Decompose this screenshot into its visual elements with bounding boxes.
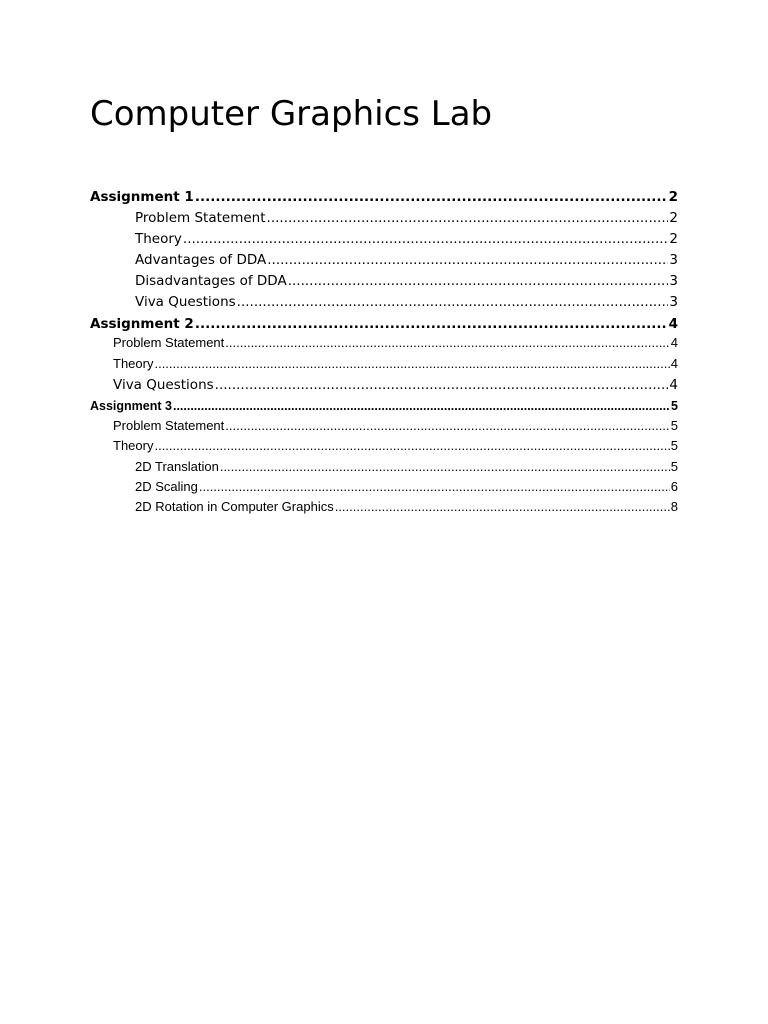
toc-dot-leader bbox=[288, 272, 669, 290]
toc-entry-label: Problem Statement bbox=[135, 210, 266, 226]
toc-entry-advantages-of-dda[interactable] bbox=[135, 251, 678, 269]
toc-entry-problem-statement[interactable] bbox=[135, 209, 678, 227]
toc-entry-assignment-1[interactable] bbox=[90, 188, 678, 206]
toc-entry-label: Assignment 2 bbox=[90, 316, 194, 332]
toc-page-number: 4 bbox=[669, 377, 678, 393]
toc-dot-leader bbox=[267, 209, 669, 227]
toc-dot-leader bbox=[154, 438, 669, 454]
toc-entry-theory[interactable] bbox=[135, 230, 678, 248]
toc-entry-2d-translation[interactable] bbox=[135, 459, 678, 475]
toc-entry-label: Advantages of DDA bbox=[135, 252, 267, 268]
toc-entry-label: Theory bbox=[113, 438, 154, 453]
toc-page-number: 8 bbox=[670, 499, 678, 514]
toc-dot-leader bbox=[237, 293, 669, 311]
toc-entry-label: Theory bbox=[113, 356, 154, 371]
toc-dot-leader bbox=[225, 418, 669, 434]
toc-page-number: 6 bbox=[670, 479, 678, 494]
toc-page-number: 5 bbox=[670, 418, 678, 433]
toc-page-number: 3 bbox=[669, 273, 678, 289]
toc-dot-leader bbox=[220, 459, 670, 475]
toc-dot-leader bbox=[215, 376, 669, 394]
toc-entry-label: Assignment 1 bbox=[90, 189, 194, 205]
toc-page-number: 2 bbox=[668, 189, 678, 205]
toc-dot-leader bbox=[154, 356, 669, 372]
toc-entry-label: Disadvantages of DDA bbox=[135, 273, 287, 289]
toc-entry-problem-statement[interactable] bbox=[113, 418, 678, 434]
toc-entry-label: Viva Questions bbox=[113, 377, 214, 393]
toc-entry-label: Viva Questions bbox=[135, 294, 236, 310]
toc-dot-leader bbox=[267, 251, 668, 269]
toc-entry-viva-questions[interactable] bbox=[135, 293, 678, 311]
toc-dot-leader bbox=[183, 230, 668, 248]
toc-entry-disadvantages-of-dda[interactable] bbox=[135, 272, 678, 290]
toc-entry-label: Problem Statement bbox=[113, 335, 225, 350]
toc-entry-theory[interactable] bbox=[113, 356, 678, 372]
toc-entry-2d-scaling[interactable] bbox=[135, 479, 678, 495]
toc-page-number: 2 bbox=[669, 231, 678, 247]
document-title: Computer Graphics Lab bbox=[90, 94, 493, 134]
toc-page-number: 4 bbox=[670, 356, 678, 371]
toc-page-number: 2 bbox=[669, 210, 678, 226]
toc-entry-assignment-2[interactable] bbox=[90, 315, 678, 333]
toc-dot-leader bbox=[225, 335, 669, 351]
toc-entry-label: 2D Translation bbox=[135, 459, 219, 474]
toc-entry-theory[interactable] bbox=[113, 438, 678, 454]
toc-entry-viva-questions[interactable] bbox=[113, 376, 678, 394]
toc-page-number: 5 bbox=[670, 438, 678, 453]
toc-page-number: 4 bbox=[668, 316, 678, 332]
toc-entry-2d-rotation[interactable] bbox=[135, 499, 678, 515]
toc-page-number: 3 bbox=[669, 252, 678, 268]
toc-dot-leader bbox=[173, 398, 670, 414]
toc-page-number: 5 bbox=[670, 459, 678, 474]
toc-entry-assignment-3[interactable] bbox=[90, 398, 678, 414]
toc-entry-label: Problem Statement bbox=[113, 418, 225, 433]
toc-page-number: 4 bbox=[670, 335, 678, 350]
toc-entry-label: Assignment 3 bbox=[90, 399, 172, 413]
toc-dot-leader bbox=[195, 188, 668, 206]
toc-dot-leader bbox=[195, 315, 668, 333]
toc-dot-leader bbox=[335, 499, 670, 515]
toc-page-number: 5 bbox=[671, 399, 678, 413]
toc-page-number: 3 bbox=[669, 294, 678, 310]
toc-entry-label: 2D Scaling bbox=[135, 479, 198, 494]
toc-entry-problem-statement[interactable] bbox=[113, 335, 678, 351]
toc-entry-label: Theory bbox=[135, 231, 182, 247]
toc-entry-label: 2D Rotation in Computer Graphics bbox=[135, 499, 334, 514]
toc-dot-leader bbox=[199, 479, 670, 495]
